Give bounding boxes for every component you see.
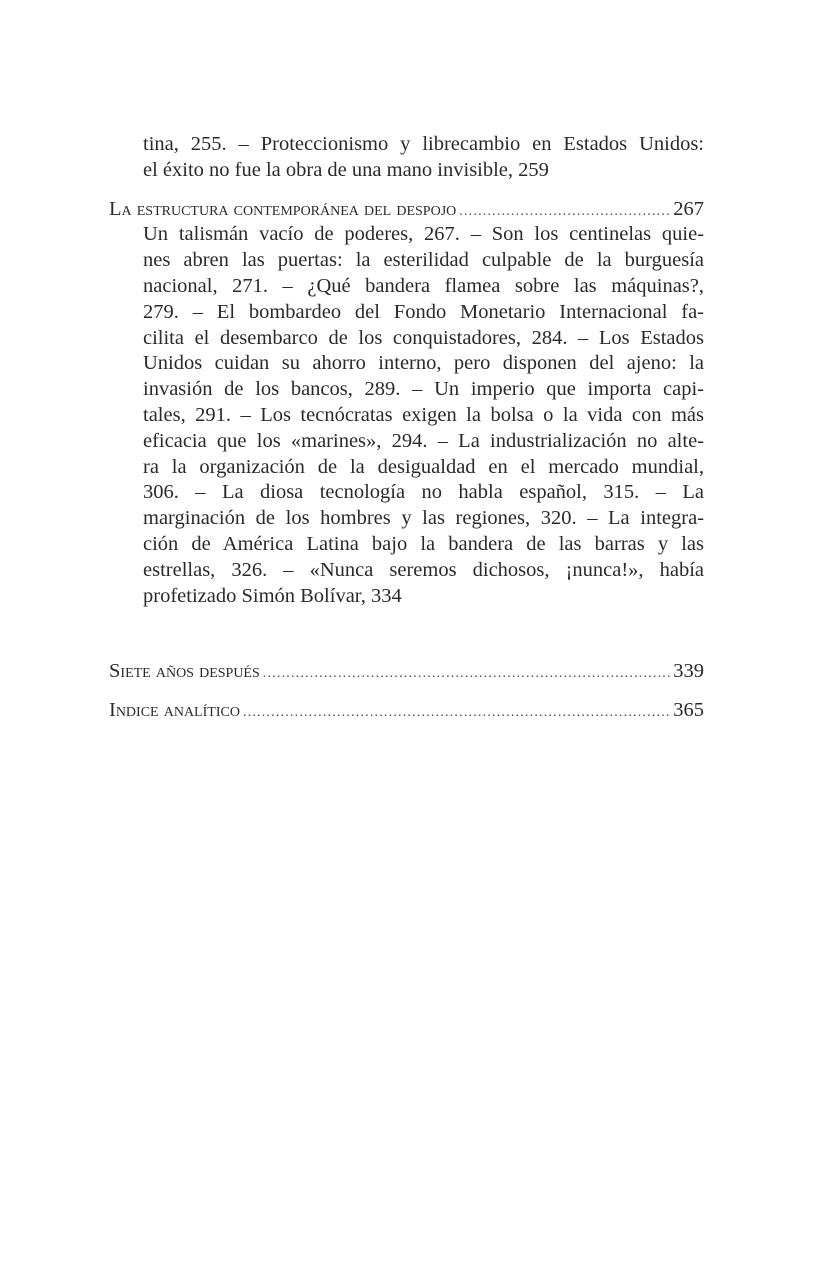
toc-summary-line: tales, 291. – Los tecnócratas exigen la bolsa o la vida con más <box>143 403 704 426</box>
toc-entry-indice-analitico[interactable] <box>109 698 704 724</box>
toc-summary-line: ción de América Latina bajo la bandera de las barras y las <box>143 532 704 555</box>
toc-summary-line: eficacia que los «marines», 294. – La industrialización no alte- <box>143 429 704 452</box>
table-of-contents <box>109 132 704 724</box>
toc-summary-line: Un talismán vacío de poderes, 267. – Son los centinelas quie- <box>143 223 704 246</box>
toc-summary-line: nacional, 271. – ¿Qué bandera flamea sobre las máquinas?, <box>143 274 704 297</box>
toc-continuation-line: tina, 255. – Proteccionismo y librecambio en Estados Unidos: <box>143 133 704 155</box>
toc-entry-page: 365 <box>673 699 704 722</box>
toc-summary-line: marginación de los hombres y las regiones, 320. – La integra- <box>143 507 704 530</box>
toc-entry-title: Siete años después <box>109 660 260 683</box>
toc-summary-line: 279. – El bombardeo del Fondo Monetario Internacional fa- <box>143 300 704 323</box>
dot-leader <box>263 661 670 687</box>
toc-summary-line: 306. – La diosa tecnología no habla español, 315. – La <box>143 481 704 504</box>
toc-entry-page: 339 <box>673 660 704 683</box>
toc-entry-title: La estructura contemporánea del despojo <box>109 197 457 220</box>
toc-summary-line: cilita el desembarco de los conquistadores, 284. – Los Estados <box>143 326 704 349</box>
toc-entry-title: Indice analítico <box>109 699 240 722</box>
toc-summary-line: profetizado Simón Bolívar, 334 <box>143 584 402 607</box>
toc-summary-line: invasión de los bancos, 289. – Un imperio que importa capi- <box>143 378 704 401</box>
toc-summary-line: estrellas, 326. – «Nunca seremos dichosos, ¡nunca!», había <box>143 558 704 581</box>
toc-entry-siete-anos-despues[interactable] <box>109 659 704 685</box>
toc-continuation-line: el éxito no fue la obra de una mano invisible, 259 <box>143 158 549 181</box>
toc-entry-summary <box>109 222 704 609</box>
dot-leader <box>459 199 670 225</box>
toc-summary-line: ra la organización de la desigualdad en el mercado mundial, <box>143 455 704 478</box>
toc-summary-line: nes abren las puertas: la esterilidad culpable de la burguesía <box>143 249 704 272</box>
toc-entry-estructura-contemporanea[interactable] <box>109 197 704 223</box>
dot-leader <box>243 700 670 726</box>
toc-summary-line: Unidos cuidan su ahorro interno, pero disponen del ajeno: la <box>143 352 704 375</box>
toc-entry-page: 267 <box>673 197 704 220</box>
